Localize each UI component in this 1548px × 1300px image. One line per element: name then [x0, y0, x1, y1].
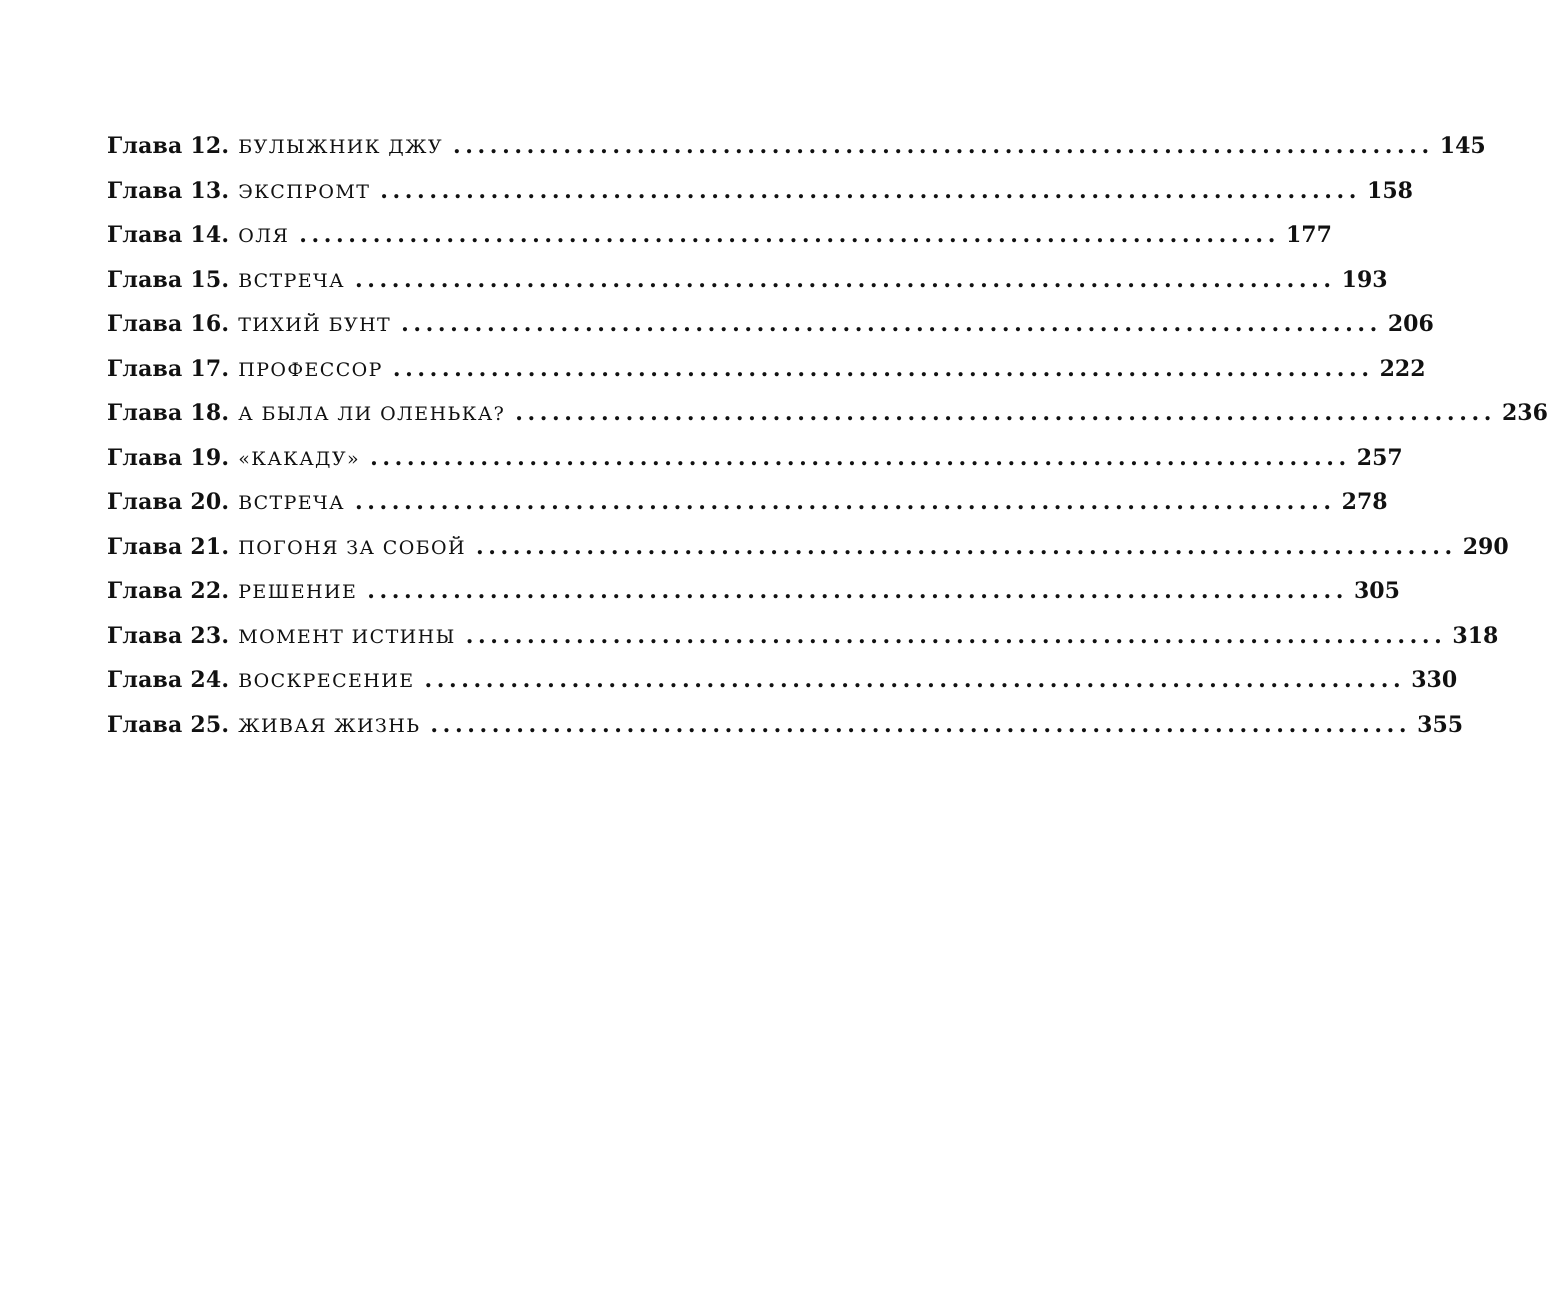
dot-leader: ................................................................................ — [370, 444, 1351, 471]
chapter-number: Глава 23. — [107, 622, 230, 649]
chapter-number: Глава 12. — [107, 133, 230, 159]
chapter-title: ЖИВАЯ ЖИЗНЬ — [238, 714, 421, 737]
chapter-title: ЭКСПРОМТ — [238, 180, 371, 203]
dot-leader: ................................................................................ — [380, 177, 1362, 204]
dot-leader: ................................................................................ — [465, 622, 1447, 649]
chapter-number: Глава 22. — [107, 578, 230, 604]
chapter-number: Глава 15. — [107, 266, 230, 293]
chapter-title: ВСТРЕЧА — [238, 269, 345, 292]
dot-leader: ................................................................................ — [515, 400, 1496, 426]
page-number: 257 — [1356, 444, 1403, 471]
toc-entry-chapter-25 — [107, 703, 1464, 748]
page-number: 145 — [1439, 133, 1486, 159]
chapter-number: Глава 13. — [107, 177, 230, 204]
chapter-number: Глава 17. — [107, 355, 230, 382]
dot-leader: ................................................................................ — [424, 667, 1406, 693]
chapter-number: Глава 24. — [107, 667, 230, 693]
page-number: 278 — [1341, 489, 1388, 515]
chapter-number: Глава 21. — [107, 533, 230, 560]
toc-entry-chapter-24 — [107, 658, 1458, 703]
chapter-title: ОЛЯ — [238, 225, 290, 247]
dot-leader: ................................................................................ — [453, 133, 1434, 159]
page-number: 177 — [1285, 222, 1332, 248]
toc-entry-chapter-16 — [107, 302, 1434, 347]
page-number: 158 — [1367, 177, 1413, 204]
chapter-number: Глава 25. — [107, 711, 230, 738]
chapter-title: РЕШЕНИЕ — [238, 581, 358, 603]
page-number: 330 — [1411, 667, 1458, 693]
dot-leader: ................................................................................ — [475, 533, 1457, 560]
toc-entry-chapter-21 — [107, 525, 1509, 570]
chapter-number: Глава 18. — [107, 400, 230, 426]
chapter-title: БУЛЫЖНИК ДЖУ — [238, 136, 444, 158]
page-number: 290 — [1462, 533, 1509, 560]
page-number: 236 — [1501, 400, 1548, 426]
dot-leader: ................................................................................ — [367, 578, 1348, 604]
chapter-number: Глава 14. — [107, 222, 230, 248]
chapter-number: Глава 20. — [107, 489, 230, 515]
page-number: 206 — [1387, 311, 1434, 337]
chapter-title: ВСТРЕЧА — [238, 492, 345, 514]
page-number: 222 — [1379, 355, 1426, 382]
toc-entry-chapter-23 — [107, 614, 1499, 659]
chapter-title: ВОСКРЕСЕНИЕ — [238, 670, 415, 692]
toc-entry-chapter-13 — [107, 169, 1413, 214]
page-number: 305 — [1353, 578, 1400, 604]
chapter-title: ПОГОНЯ ЗА СОБОЙ — [238, 536, 466, 559]
page-number: 193 — [1341, 266, 1388, 293]
chapter-title: МОМЕНТ ИСТИНЫ — [238, 625, 456, 648]
toc-entry-chapter-18 — [107, 391, 1548, 436]
table-of-contents — [107, 124, 1548, 747]
page-number: 318 — [1452, 622, 1499, 649]
toc-entry-chapter-22 — [107, 569, 1400, 614]
chapter-title: ТИХИЙ БУНТ — [238, 314, 392, 336]
toc-entry-chapter-17 — [107, 347, 1426, 392]
toc-entry-chapter-19 — [107, 436, 1403, 481]
page-number: 355 — [1417, 711, 1464, 738]
dot-leader: ................................................................................ — [354, 489, 1336, 515]
toc-entry-chapter-15 — [107, 258, 1388, 303]
dot-leader: ................................................................................ — [299, 222, 1280, 248]
toc-entry-chapter-12 — [107, 124, 1486, 169]
toc-entry-chapter-20 — [107, 480, 1388, 525]
toc-entry-chapter-14 — [107, 213, 1332, 258]
chapter-number: Глава 19. — [107, 444, 230, 471]
dot-leader: ................................................................................ — [401, 311, 1382, 337]
dot-leader: ................................................................................ — [430, 711, 1412, 738]
dot-leader: ................................................................................ — [392, 355, 1374, 382]
dot-leader: ................................................................................ — [354, 266, 1336, 293]
chapter-title: «КАКАДУ» — [238, 447, 361, 470]
chapter-title: ПРОФЕССОР — [238, 358, 383, 381]
chapter-number: Глава 16. — [107, 311, 230, 337]
chapter-title: А БЫЛА ЛИ ОЛЕНЬКА? — [238, 403, 506, 425]
